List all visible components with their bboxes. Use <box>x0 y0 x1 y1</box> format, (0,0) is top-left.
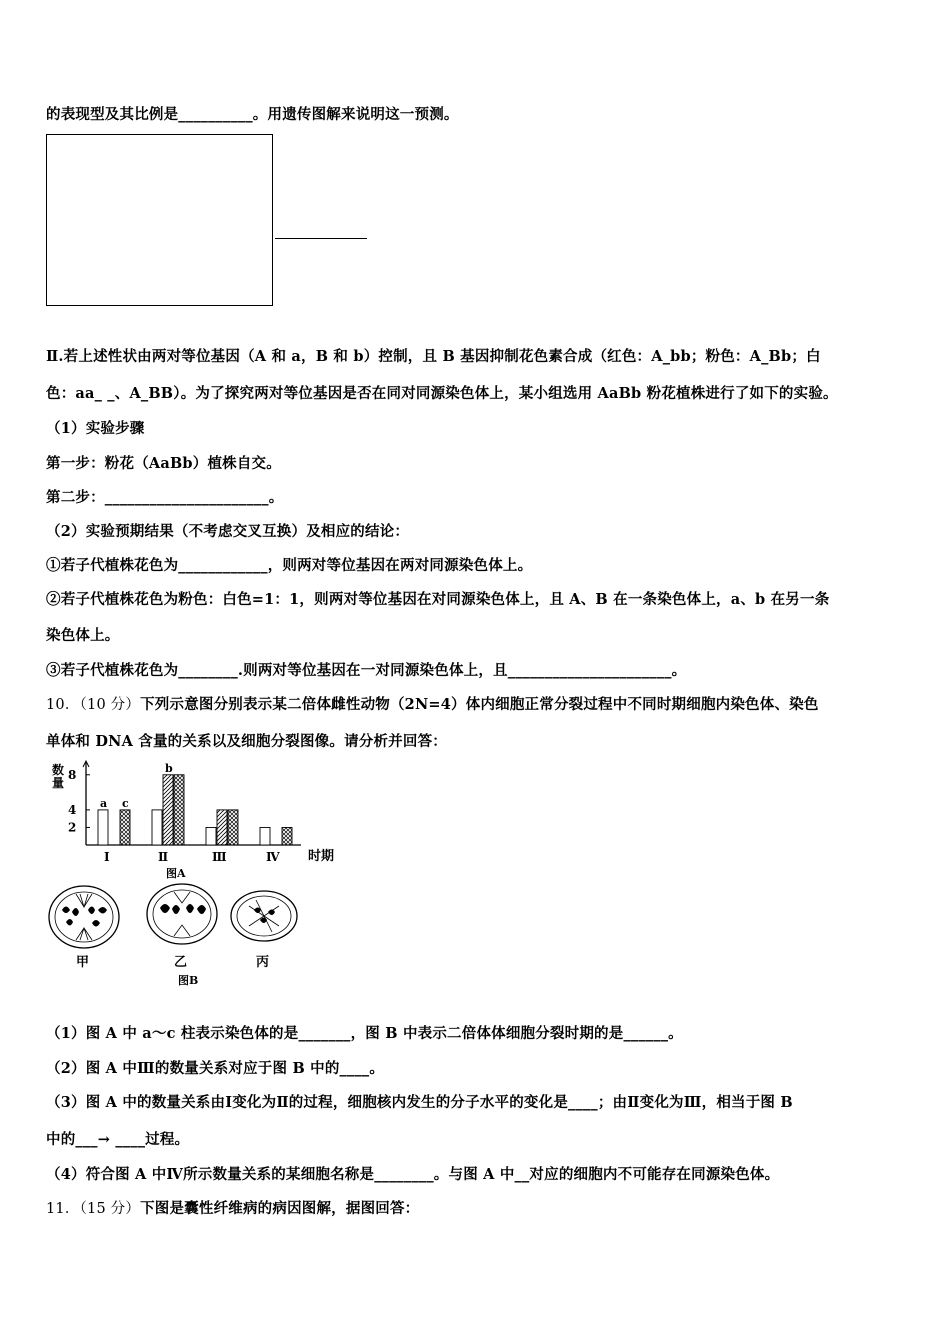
step-title: （1）实验步骤 <box>46 420 145 437</box>
q10-stem-text: 下列示意图分别表示某二倍体雌性动物（2N=4）体内细胞正常分裂过程中不同时期细胞内染色体、染色 <box>140 696 819 713</box>
bar-c-2 <box>174 775 184 845</box>
cell-jia <box>49 886 119 948</box>
x-axis-label: 时期 <box>308 849 335 864</box>
bar-c-4 <box>282 827 292 845</box>
figure-b-title: 图B <box>178 974 199 987</box>
y-tick-label-4: 4 <box>68 802 77 817</box>
bar-a-1 <box>98 810 108 845</box>
q11-score: （15 分） <box>79 1201 141 1217</box>
x-tick-label-1: Ⅰ <box>104 850 110 864</box>
bar-label-b: b <box>165 761 173 775</box>
x-tick-label-3: Ⅲ <box>212 850 227 864</box>
q10-sub-3-line-2: 中的___→ ____过程。 <box>46 1131 190 1148</box>
step-2: 第二步：______________________。 <box>46 489 284 506</box>
y-label-char-2: 量 <box>52 776 65 790</box>
cell-bing <box>231 891 297 941</box>
q11-stem <box>46 1197 910 1218</box>
partII-line-2: 色：aa_ _、A_BB）。为了探究两对等位基因是否在同对同源染色体上，某小组选用 AaBb 粉花植株进行了如下的实验。 <box>46 385 838 402</box>
q11-number: 11． <box>46 1201 80 1217</box>
y-tick-label-8: 8 <box>68 767 77 782</box>
q10-sub-2: （2）图 A 中Ⅲ的数量关系对应于图 B 中的____。 <box>46 1060 385 1077</box>
bar-a-2 <box>152 810 162 845</box>
x-tick-label-2: Ⅱ <box>158 850 169 864</box>
q10-score: （10 分） <box>79 697 141 713</box>
cell-label-jia: 甲 <box>76 955 90 970</box>
result-3: ③若子代植株花色为________.则两对等位基因在一对同源染色体上，且______________________。 <box>46 662 687 679</box>
bar-a-3 <box>206 827 216 845</box>
figure-a-and-b <box>46 760 366 995</box>
q10-stem-line-2: 单体和 DNA 含量的关系以及细胞分裂图像。请分析并回答： <box>46 733 447 750</box>
q10-sub-1: （1）图 A 中 a～c 柱表示染色体的是_______，图 B 中表示二倍体体细胞分裂时期的是______。 <box>46 1025 683 1042</box>
answer-blank-line <box>275 238 367 239</box>
genetic-diagram-answer-box[interactable] <box>46 134 273 306</box>
partII-line-1: Ⅱ.若上述性状由两对等位基因（A 和 a，B 和 b）控制，且 B 基因抑制花色素合成（红色：A_bb；粉色：A_Bb；白 <box>46 348 821 365</box>
result-title: （2）实验预期结果（不考虑交叉互换）及相应的结论： <box>46 523 410 540</box>
bar-a-4 <box>260 827 270 845</box>
bar-b-2 <box>163 775 173 845</box>
result-1: ①若子代植株花色为____________，则两对等位基因在两对同源染色体上。 <box>46 557 533 574</box>
bar-b-3 <box>217 810 227 845</box>
x-tick-label-4: Ⅳ <box>266 850 280 864</box>
q11-stem-text: 下图是囊性纤维病的病因图解，据图回答： <box>140 1200 420 1217</box>
result-2-line-1: ②若子代植株花色为粉色：白色=1：1，则两对等位基因在对同源染色体上，且 A、B 在一条染色体上，a、b 在另一条 <box>46 591 830 608</box>
figure-b <box>49 884 297 987</box>
q10-number: 10． <box>46 697 80 713</box>
bar-c-1 <box>120 810 130 845</box>
q9-line-1: 的表现型及其比例是__________。用遗传图解来说明这一预测。 <box>46 106 459 123</box>
chart-title: 图A <box>166 867 186 880</box>
chart-a <box>52 761 334 880</box>
bar-label-a: a <box>100 796 108 810</box>
step-1: 第一步：粉花（AaBb）植株自交。 <box>46 455 281 472</box>
bar-label-c: c <box>122 796 129 810</box>
cell-label-bing: 丙 <box>256 955 270 970</box>
q10-sub-3-line-1: （3）图 A 中的数量关系由Ⅰ变化为Ⅱ的过程，细胞核内发生的分子水平的变化是____；由Ⅱ变化为Ⅲ，相当于图 B <box>46 1094 793 1111</box>
result-2-line-2: 染色体上。 <box>46 627 120 644</box>
bar-c-3 <box>228 810 238 845</box>
y-tick-label-2: 2 <box>68 820 77 835</box>
y-label-char-1: 数 <box>52 763 65 777</box>
q10-stem-line-1 <box>46 693 910 714</box>
q10-sub-4: （4）符合图 A 中Ⅳ所示数量关系的某细胞名称是________。与图 A 中__对应的细胞内不可能存在同源染色体。 <box>46 1166 780 1183</box>
cell-label-yi: 乙 <box>174 955 188 970</box>
cell-yi <box>147 884 217 944</box>
